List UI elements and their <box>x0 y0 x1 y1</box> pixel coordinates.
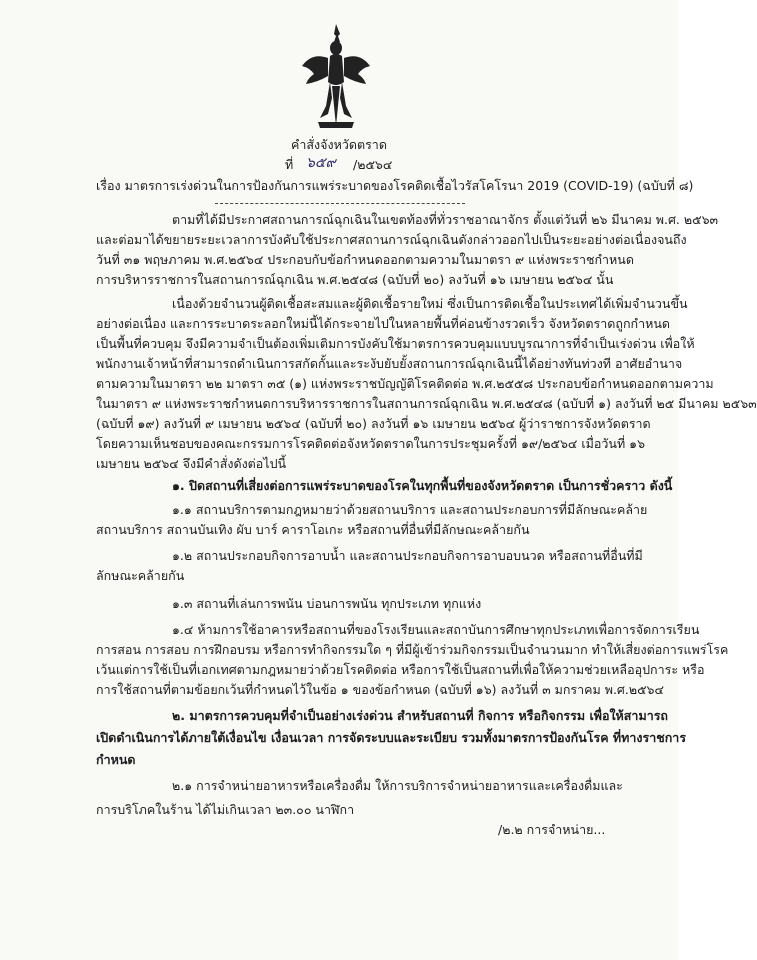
section-2-heading: กำหนด <box>96 752 136 767</box>
item-1-4-line: การใช้สถานที่ตามข้อยกเว้นที่กำหนดไว้ในข้อ ๑ ของข้อกำหนด (ฉบับที่ ๑๖) ลงวันที่ ๓ มกราคม พ.ศ.๒๕๖๔ <box>96 682 664 697</box>
separator-line <box>215 203 465 204</box>
item-1-4-line: การสอน การสอบ การฝึกอบรม หรือการทำกิจกรรมใด ๆ ที่มีผู้เข้าร่วมกิจกรรมเป็นจำนวนมาก ทำให้เสี่ยงต่อการแพร่โรค <box>96 642 729 657</box>
preamble-2-line: ในมาตรา ๙ แห่งพระราชกำหนดการบริหารราชการในสถานการณ์ฉุกเฉิน พ.ศ.๒๕๔๘ (ฉบับที่ ๑) ลงวันที่ ๒๕ มีนาคม ๒๕๖๓ <box>96 396 757 411</box>
item-1-4-line: เว้นแต่การใช้เป็นที่เอกเทศตามกฎหมายว่าด้วยโรคติดต่อ หรือการใช้เป็นสถานที่เพื่อให้ความช่วยเหลืออุปการะ หรือ <box>96 662 705 677</box>
subject-line: เรื่อง มาตรการเร่งด่วนในการป้องกันการแพร่ระบาดของโรคติดเชื้อไวรัสโคโรนา 2019 (COVID-19) (ฉบับที่ ๘) <box>96 178 694 193</box>
order-number-handwritten: ๖๕๙ <box>306 155 336 171</box>
preamble-2-line: ตามความในมาตรา ๒๒ มาตรา ๓๕ (๑) แห่งพระราชบัญญัติโรคติดต่อ พ.ศ.๒๕๕๘ ประกอบข้อกำหนดออกตามความ <box>96 376 714 391</box>
section-2-heading: เปิดดำเนินการได้ภายใต้เงื่อนไข เงื่อนเวลา การจัดระบบและระเบียบ รวมทั้งมาตรการป้องกันโรค ที่ทางราชการ <box>96 730 687 745</box>
continuation-note: /๒.๒ การจำหน่าย... <box>498 822 606 837</box>
preamble-2-line: เป็นพื้นที่ควบคุม จึงมีความจำเป็นต้องเพิ่มเติมการบังคับใช้มาตรการควบคุมแบบบูรณาการที่จำเป็นเร่งด่วน เพื่อให้ <box>96 336 695 351</box>
preamble-1-line: วันที่ ๓๑ พฤษภาคม พ.ศ.๒๕๖๔ ประกอบกับข้อกำหนดออกตามความในมาตรา ๙ แห่งพระราชกำหนด <box>96 252 634 267</box>
preamble-2-line: เนื่องด้วยจำนวนผู้ติดเชื้อสะสมและผู้ติดเชื้อรายใหม่ ซึ่งเป็นการติดเชื้อในประเทศได้เพิ่มจำนวนขึ้น <box>172 296 688 311</box>
section-2-heading: ๒. มาตรการควบคุมที่จำเป็นอย่างเร่งด่วน สำหรับสถานที่ กิจการ หรือกิจกรรม เพื่อให้สามารถ <box>172 708 668 723</box>
preamble-2-line: อย่างต่อเนื่อง และการระบาดระลอกใหม่นี้ได้กระจายไปในหลายพื้นที่ค่อนข้างรวดเร็ว จังหวัดตราดถูกกำหนด <box>96 316 671 331</box>
item-1-1-line: สถานบริการ สถานบันเทิง ผับ บาร์ คาราโอเกะ หรือสถานที่อื่นที่มีลักษณะคล้ายกัน <box>96 522 530 537</box>
preamble-2-line: เมษายน ๒๕๖๔ จึงมีคำสั่งดังต่อไปนี้ <box>96 456 287 471</box>
preamble-1-line: การบริหารราชการในสถานการณ์ฉุกเฉิน พ.ศ.๒๕๔๘ (ฉบับที่ ๒๐) ลงวันที่ ๑๖ เมษายน ๒๕๖๔ นั้น <box>96 272 614 287</box>
order-title: คำสั่งจังหวัดตราด <box>291 137 387 152</box>
preamble-2-line: โดยความเห็นชอบของคณะกรรมการโรคติดต่อจังหวัดตราดในการประชุมครั้งที่ ๑๙/๒๕๖๔ เมื่อวันที่ ๑๖ <box>96 436 646 451</box>
preamble-1-line: และต่อมาได้ขยายระยะเวลาการบังคับใช้ประกาศสถานการณ์ฉุกเฉินดังกล่าวออกไปเป็นระยะอย่างต่อเนื่องจนถึง <box>96 232 687 247</box>
preamble-2-line: พนักงานเจ้าหน้าที่สามารถดำเนินการสกัดกั้นและระงับยับยั้งสถานการณ์ฉุกเฉินนี้ได้อย่างทันท่วงที อาศัยอำนาจ <box>96 356 683 371</box>
section-1-heading: ๑. ปิดสถานที่เสี่ยงต่อการแพร่ระบาดของโรคในทุกพื้นที่ของจังหวัดตราด เป็นการชั่วคราว ดังนี้ <box>172 478 673 493</box>
item-1-1-line: ๑.๑ สถานบริการตามกฎหมายว่าด้วยสถานบริการ และสถานประกอบการที่มีลักษณะคล้าย <box>172 502 648 517</box>
preamble-1-line: ตามที่ได้มีประกาศสถานการณ์ฉุกเฉินในเขตท้องที่ทั่วราชอาณาจักร ตั้งแต่วันที่ ๒๖ มีนาคม พ.ศ. ๒๕๖๓ <box>172 212 719 227</box>
item-1-3-line: ๑.๓ สถานที่เล่นการพนัน บ่อนการพนัน ทุกประเภท ทุกแห่ง <box>172 596 482 611</box>
item-2-1-line: ๒.๑ การจำหน่ายอาหารหรือเครื่องดื่ม ให้การบริการจำหน่ายอาหารและเครื่องดื่มและ <box>172 778 623 793</box>
item-1-2-line: ๑.๒ สถานประกอบกิจการอาบน้ำ และสถานประกอบกิจการอาบอบนวด หรือสถานที่อื่นที่มี <box>172 548 643 563</box>
preamble-2-line: (ฉบับที่ ๑๙) ลงวันที่ ๙ เมษายน ๒๕๖๔ (ฉบับที่ ๒๐) ลงวันที่ ๑๖ เมษายน ๒๕๖๔ ผู้ว่าราชการจังหวัดตราด <box>96 416 651 431</box>
garuda-emblem-icon <box>300 22 372 134</box>
order-number-suffix: /๒๕๖๔ <box>353 157 393 172</box>
item-1-2-line: ลักษณะคล้ายกัน <box>96 568 185 583</box>
item-2-1-line: การบริโภคในร้าน ได้ไม่เกินเวลา ๒๓.๐๐ นาฬิกา <box>96 802 355 817</box>
order-number-prefix: ที่ <box>285 157 294 172</box>
item-1-4-line: ๑.๔ ห้ามการใช้อาคารหรือสถานที่ของโรงเรียนและสถาบันการศึกษาทุกประเภทเพื่อการจัดการเรียน <box>172 622 700 637</box>
